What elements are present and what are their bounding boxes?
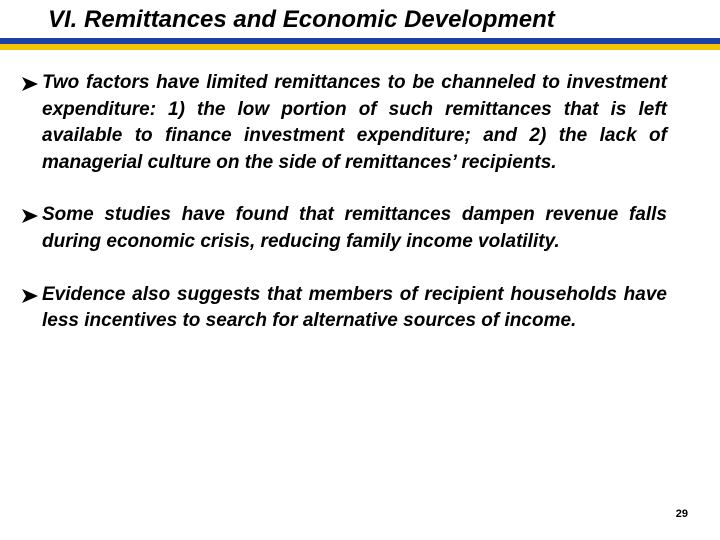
bullet-list: [22, 70, 667, 335]
bullet-text: Evidence also suggests that members of recipient households have less incentives to search for alternative sources of income.: [42, 283, 667, 332]
bullet-text: Some studies have found that remittances dampen revenue falls during economic crisis, reducing family income volatility.: [42, 204, 667, 252]
slide-title: VI. Remittances and Economic Development: [48, 6, 555, 33]
bullet-text: Two factors have limited remittances to be channeled to investment expenditure: 1) the low portion of such remittances that is left available to finance investment expenditure; and 2) the lack of managerial culture on the side of remittances’ recipients.: [42, 72, 667, 173]
arrow-bullet-icon: [22, 289, 38, 303]
bullet-item: [22, 202, 667, 255]
bullet-item: [22, 282, 667, 335]
arrow-bullet-icon: [22, 209, 38, 223]
page-number: 29: [675, 508, 688, 520]
bullet-item: [22, 70, 667, 176]
title-rule-yellow: [0, 44, 720, 50]
arrow-bullet-icon: [22, 77, 38, 91]
